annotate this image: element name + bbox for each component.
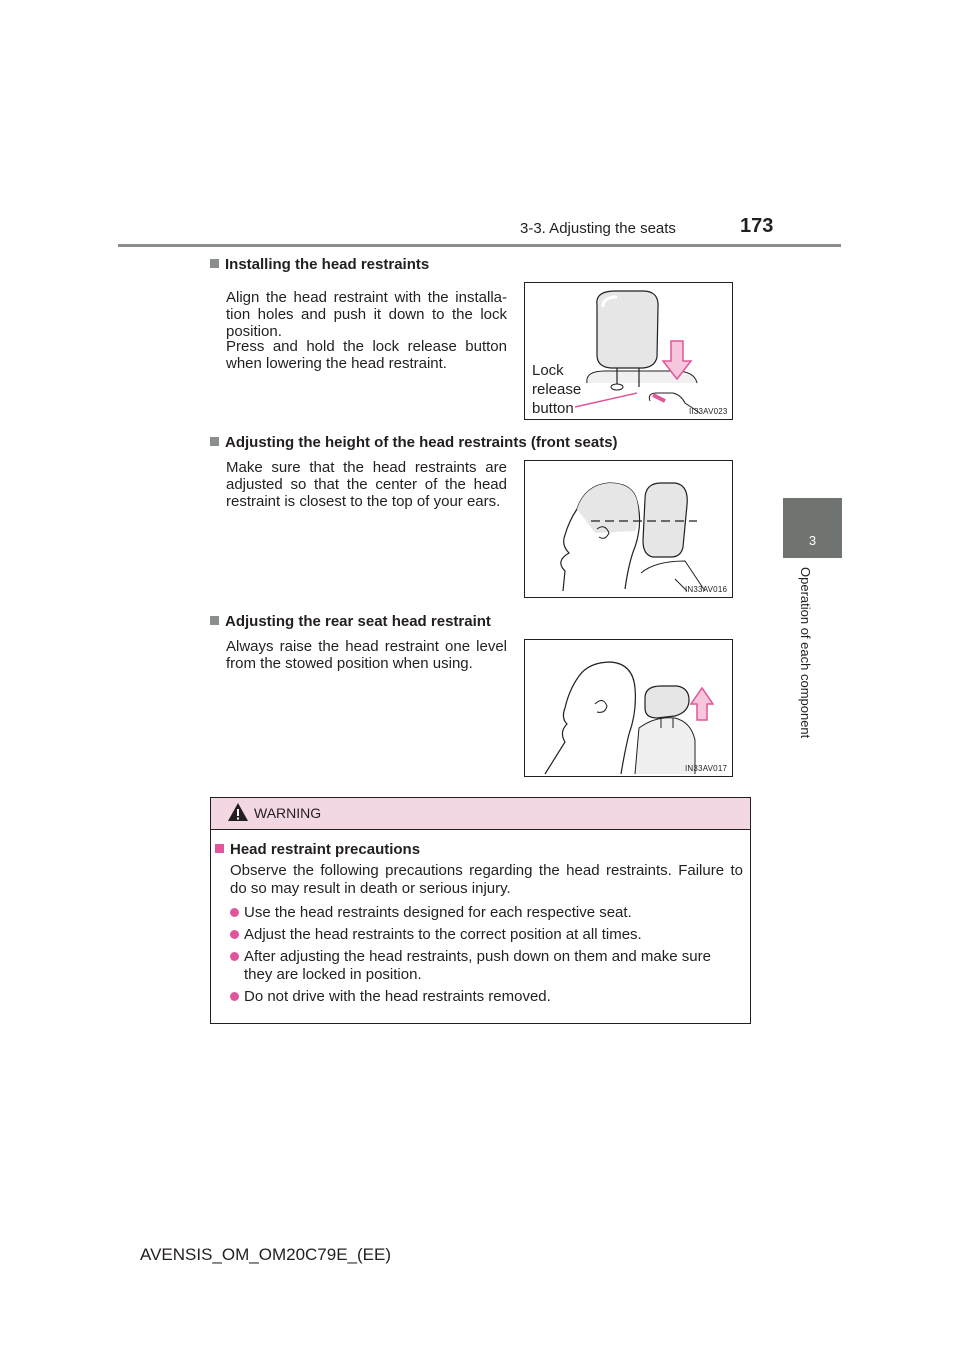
square-bullet-icon	[210, 616, 219, 625]
warning-box	[210, 797, 751, 1024]
header-rule	[118, 244, 841, 247]
bullet-dot-icon	[230, 992, 239, 1001]
chapter-label: Operation of each component	[798, 567, 813, 739]
front-head-restraint-illustration	[525, 461, 732, 597]
warning-bullet: After adjusting the head restraints, push down on them and make sure they are locked in position.	[230, 948, 743, 984]
figure-code: IN33AV016	[685, 585, 728, 594]
bullet-dot-icon	[230, 952, 239, 961]
figure-rear-head-restraint	[524, 639, 733, 777]
warning-bullet: Adjust the head restraints to the correct position at all times.	[230, 926, 743, 944]
warning-bullet: Do not drive with the head restraints removed.	[230, 988, 743, 1006]
rear-head-restraint-illustration	[525, 640, 732, 776]
square-bullet-icon	[210, 437, 219, 446]
figure-install-head-restraint	[524, 282, 733, 420]
lock-release-label: Lock release button	[532, 362, 582, 417]
figure-code: IN33AV017	[685, 764, 728, 773]
paragraph: Always raise the head restraint one level from the stowed position when using.	[226, 638, 507, 672]
paragraph: Press and hold the lock release button when lowering the head restraint.	[226, 338, 507, 372]
bullet-dot-icon	[230, 930, 239, 939]
square-bullet-icon	[215, 844, 224, 853]
chapter-tab: 3	[783, 498, 842, 558]
warning-intro: Observe the following precautions regarding the head restraints. Failure to do so may result in death or serious injury.	[230, 862, 743, 897]
section-heading-adjust-front: Adjusting the height of the head restraints (front seats)	[210, 434, 618, 451]
figure-code: II33AV023	[689, 407, 728, 416]
section-heading-installing: Installing the head restraints	[210, 256, 429, 273]
bullet-dot-icon	[230, 908, 239, 917]
square-bullet-icon	[210, 259, 219, 268]
document-id: AVENSIS_OM_OM20C79E_(EE)	[140, 1245, 391, 1264]
paragraph: Make sure that the head restraints are adjusted so that the center of the head restraint is closest to the top of your ears.	[226, 459, 507, 510]
warning-subheading: Head restraint precautions	[215, 841, 420, 858]
paragraph: Align the head restraint with the installa-tion holes and push it down to the lock position.	[226, 289, 507, 340]
figure-front-head-restraint	[524, 460, 733, 598]
page-number: 173	[740, 215, 774, 237]
section-title: 3-3. Adjusting the seats	[520, 220, 676, 237]
section-heading-rear: Adjusting the rear seat head restraint	[210, 613, 491, 630]
warning-bullet: Use the head restraints designed for each respective seat.	[230, 904, 743, 922]
warning-label: WARNING	[254, 805, 322, 821]
warning-header	[211, 798, 750, 830]
warning-triangle-icon	[227, 802, 249, 822]
